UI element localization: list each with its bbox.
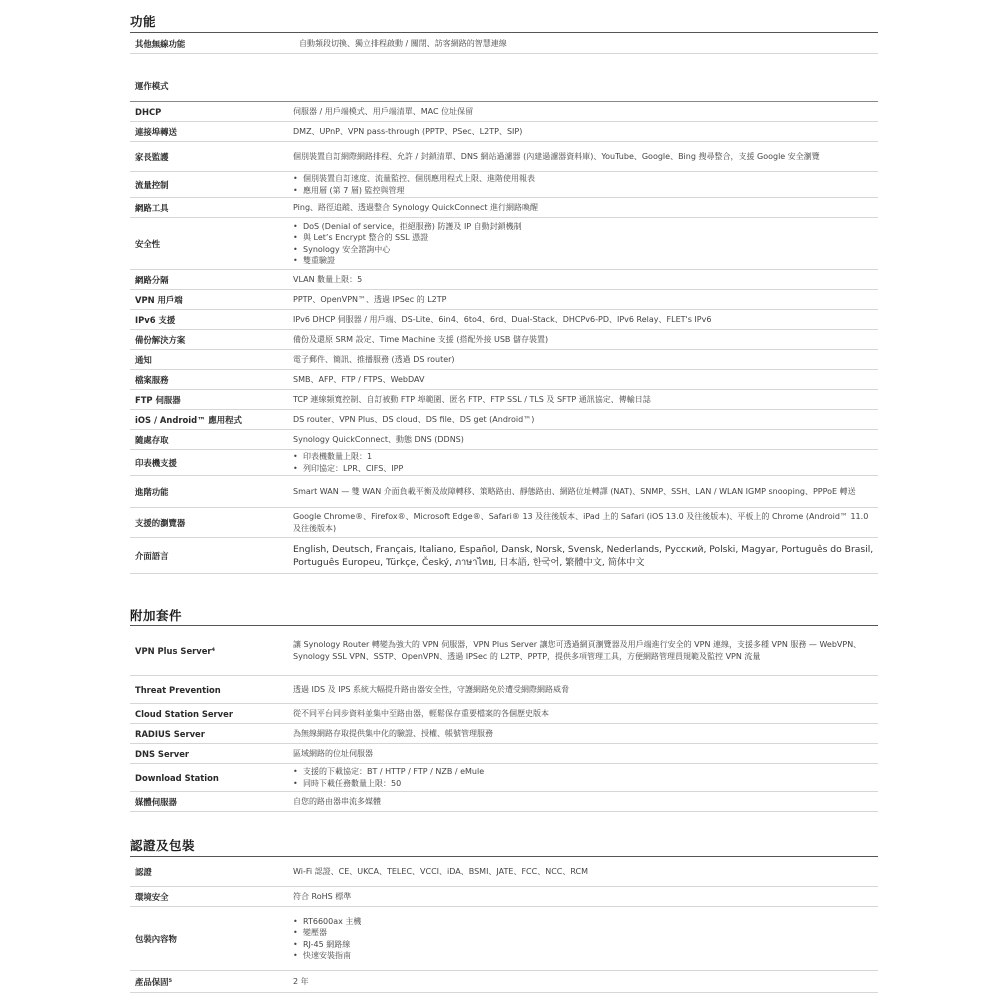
spec-row xyxy=(130,172,878,198)
spec-value: Ping、路徑追蹤、透過整合 Synology QuickConnect 進行網路喚醒 xyxy=(293,202,539,212)
bullet-item: • 變壓器 xyxy=(293,927,874,938)
bullet-item: • 個別裝置自訂速度、流量監控、個別應用程式上限、進階使用報表 xyxy=(293,173,874,184)
spec-row xyxy=(130,857,878,887)
spec-row-heading xyxy=(130,54,878,102)
spec-row xyxy=(130,907,878,971)
spec-label: 媒體伺服器 xyxy=(135,796,177,807)
spec-value xyxy=(293,766,878,788)
section-rule xyxy=(130,32,878,33)
spec-value: DS router、VPN Plus、DS cloud、DS file、DS get (Android™) xyxy=(293,414,535,424)
spec-label: 支援的瀏覽器 xyxy=(135,517,186,528)
bullet-item: • RT6600ax 主機 xyxy=(293,916,874,927)
spec-value: 從不同平台同步資料並集中至路由器，輕鬆保存重要檔案的各個歷史版本 xyxy=(293,708,549,718)
spec-row xyxy=(130,538,878,574)
bullet-item: • 支援的下載協定：BT / HTTP / FTP / NZB / eMule xyxy=(293,766,874,777)
spec-value: 自動頻段切換、獨立排程啟動 / 關閉、訪客網路的智慧連線 xyxy=(299,38,507,48)
spec-label: 連接埠轉送 xyxy=(135,126,177,137)
mode-heading: 運作模式 xyxy=(135,81,169,91)
section-title-certs: 認證及包裝 xyxy=(130,838,196,853)
bullet-item: • DoS (Denial of service，拒絕服務) 防護及 IP 自動封鎖機制 xyxy=(293,221,874,232)
spec-label: VPN 用戶端 xyxy=(135,294,183,305)
bullet-list xyxy=(293,451,874,473)
spec-row xyxy=(130,198,878,218)
section-title-addons: 附加套件 xyxy=(130,608,183,623)
spec-label: Cloud Station Server xyxy=(135,708,233,719)
spec-label: 印表機支援 xyxy=(135,457,177,468)
bullet-item: • 印表機數量上限：1 xyxy=(293,451,874,462)
spec-label: 備份解決方案 xyxy=(135,334,186,345)
spec-row xyxy=(130,34,878,54)
spec-row xyxy=(130,270,878,290)
bullet-item: • 雙重驗證 xyxy=(293,255,874,266)
spec-row xyxy=(130,887,878,907)
spec-value: 區域網路的位址伺服器 xyxy=(293,748,373,758)
spec-row xyxy=(130,290,878,310)
spec-value xyxy=(293,221,878,266)
bullet-list xyxy=(293,221,874,266)
bullet-item: • 同時下載任務數量上限：50 xyxy=(293,778,874,789)
spec-label: DNS Server xyxy=(135,748,190,759)
spec-row xyxy=(130,450,878,476)
spec-value: 透過 IDS 及 IPS 系統大幅提升路由器安全性，守護網路免於遭受網際網路威脅 xyxy=(293,684,570,694)
spec-row xyxy=(130,676,878,704)
bullet-item: • 與 Let’s Encrypt 整合的 SSL 憑證 xyxy=(293,232,874,243)
spec-row xyxy=(130,370,878,390)
spec-row xyxy=(130,704,878,724)
spec-row xyxy=(130,102,878,122)
spec-value: 電子郵件、簡訊、推播服務 (透過 DS router) xyxy=(293,354,455,364)
spec-value: 讓 Synology Router 轉變為強大的 VPN 伺服器，VPN Plus Server 讓您可透過網頁瀏覽器及用戶端進行安全的 VPN 連線，支援多種 VPN 服務 — WebVPN、Synology SSL VPN、SSTP、OpenVPN、透過 IPSec 的 L2TP、PPTP，提供多項管理工具，方便網路管理員規範及監控 VPN 流量 xyxy=(293,640,862,661)
bullet-list xyxy=(293,173,874,195)
spec-row xyxy=(130,390,878,410)
spec-label: 介面語言 xyxy=(135,550,169,561)
spec-label: 認證 xyxy=(135,866,152,877)
spec-label: 其他無線功能 xyxy=(135,38,186,49)
spec-row xyxy=(130,430,878,450)
spec-value: Wi-Fi 認證、CE、UKCA、TELEC、VCCI、iDA、BSMI、JATE、FCC、NCC、RCM xyxy=(293,866,589,876)
spec-value: Smart WAN — 雙 WAN 介面負載平衡及故障轉移、策略路由、靜態路由、網路位址轉譯 (NAT)、SNMP、SSH、LAN / WLAN IGMP snooping、PPPoE 轉送 xyxy=(293,486,856,496)
spec-row xyxy=(130,122,878,142)
spec-row xyxy=(130,218,878,270)
certs-table xyxy=(130,857,878,993)
spec-label: VPN Plus Server⁴ xyxy=(135,645,216,656)
spec-label: 通知 xyxy=(135,354,152,365)
spec-label: RADIUS Server xyxy=(135,728,205,739)
spec-row xyxy=(130,971,878,993)
spec-value: DMZ、UPnP、VPN pass-through (PPTP、PSec、L2TP、SIP) xyxy=(293,126,523,136)
spec-value: Google Chrome®、Firefox®、Microsoft Edge®、Safari® 13 及往後版本、iPad 上的 Safari (iOS 13.0 及往後版本)、平板上的 Chrome (Android™ 11.0 及往後版本) xyxy=(293,512,869,533)
spec-label: 進階功能 xyxy=(135,486,169,497)
spec-row xyxy=(130,410,878,430)
spec-row xyxy=(130,142,878,172)
spec-value: 備份及還原 SRM 設定、Time Machine 支援 (搭配外接 USB 儲存裝置) xyxy=(293,334,549,344)
section-title-features: 功能 xyxy=(130,14,157,29)
spec-label: 檔案服務 xyxy=(135,374,169,385)
spec-value: VLAN 數量上限：5 xyxy=(293,274,363,284)
spec-row xyxy=(130,310,878,330)
spec-value: 為無線網路存取提供集中化的驗證、授權、帳號管理服務 xyxy=(293,728,493,738)
spec-value xyxy=(293,916,878,961)
spec-label: Threat Prevention xyxy=(135,684,221,695)
spec-row xyxy=(130,626,878,676)
spec-label: 流量控制 xyxy=(135,179,169,190)
spec-value: IPv6 DHCP 伺服器 / 用戶端、DS-Lite、6in4、6to4、6rd、Dual-Stack、DHCPv6-PD、IPv6 Relay、FLET's IPv6 xyxy=(293,314,712,324)
spec-row xyxy=(130,792,878,812)
spec-row xyxy=(130,330,878,350)
spec-value: 2 年 xyxy=(293,976,309,986)
spec-label: 包裝內容物 xyxy=(135,933,177,944)
bullet-item: • 應用層 (第 7 層) 監控與管理 xyxy=(293,185,874,196)
spec-row xyxy=(130,764,878,792)
spec-value: Synology QuickConnect、動態 DNS (DDNS) xyxy=(293,434,464,444)
bullet-list xyxy=(293,766,874,788)
spec-label: 隨處存取 xyxy=(135,434,169,445)
spec-label: 網路分隔 xyxy=(135,274,169,285)
spec-row xyxy=(130,476,878,508)
spec-row xyxy=(130,508,878,538)
spec-label: 安全性 xyxy=(135,238,161,249)
bullet-item: • 列印協定：LPR、CIFS、IPP xyxy=(293,463,874,474)
spec-value: PPTP、OpenVPN™、透過 IPSec 的 L2TP xyxy=(293,294,447,304)
spec-value xyxy=(293,451,878,473)
features-table xyxy=(130,102,878,574)
spec-label: DHCP xyxy=(135,106,162,117)
spec-label: iOS / Android™ 應用程式 xyxy=(135,414,242,425)
spec-label: Download Station xyxy=(135,772,219,783)
bullet-list xyxy=(293,916,874,961)
spec-value: 自您的路由器串流多媒體 xyxy=(293,796,381,806)
spec-label: FTP 伺服器 xyxy=(135,394,181,405)
spec-value: 個別裝置自訂網際網路排程、允許 / 封鎖清單、DNS 網站過濾器 (內建過濾器資料庫)、YouTube、Google、Bing 搜尋整合，支援 Google 安全瀏覽 xyxy=(293,151,820,161)
spec-label: 家長監護 xyxy=(135,151,169,162)
bullet-item: • Synology 安全諮詢中心 xyxy=(293,244,874,255)
spec-value: 符合 RoHS 標準 xyxy=(293,891,352,901)
spec-row xyxy=(130,724,878,744)
spec-label: 產品保固⁵ xyxy=(135,976,173,987)
spec-value xyxy=(293,173,878,195)
spec-label: IPv6 支援 xyxy=(135,314,176,325)
spec-value: English, Deutsch, Français, Italiano, Español, Dansk, Norsk, Svensk, Nederlands, Русский, Polski, Magyar, Português do Brasil, Português Europeu, Türkçe, Český, ภาษาไทย, 日本語, 한국어, 繁體中文, 简体中文 xyxy=(293,543,874,568)
spec-value: TCP 連線頻寬控制、自訂被動 FTP 埠範圍、匿名 FTP、FTP SSL / TLS 及 SFTP 通訊協定、傳輸日誌 xyxy=(293,394,651,404)
addons-table xyxy=(130,626,878,812)
spec-row xyxy=(130,350,878,370)
bullet-item: • RJ-45 網路線 xyxy=(293,939,874,950)
spec-value: 伺服器 / 用戶端模式、用戶端清單、MAC 位址保留 xyxy=(293,106,474,116)
spec-value: SMB、AFP、FTP / FTPS、WebDAV xyxy=(293,374,425,384)
spec-row xyxy=(130,744,878,764)
spec-label: 網路工具 xyxy=(135,202,169,213)
bullet-item: • 快速安裝指南 xyxy=(293,950,874,961)
spec-label: 環境安全 xyxy=(135,891,169,902)
